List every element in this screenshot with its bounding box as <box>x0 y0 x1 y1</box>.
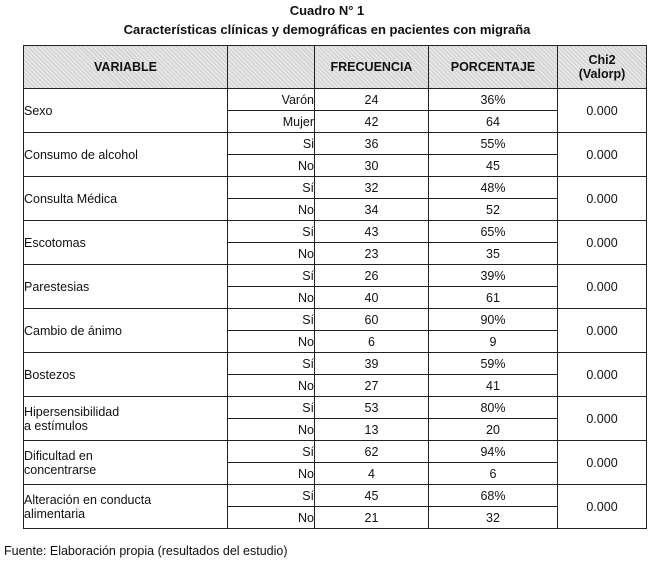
chi2-cell: 0.000 <box>558 441 647 485</box>
variable-cell <box>24 441 228 485</box>
variable-label: a estímulos <box>24 418 88 433</box>
frequency-cell: 6 <box>315 331 429 353</box>
percentage-cell: 64 <box>429 111 558 133</box>
chi2-cell: 0.000 <box>558 89 647 133</box>
percentage-cell: 90% <box>429 309 558 331</box>
table-row <box>24 89 647 111</box>
table-subtitle: Características clínicas y demográficas en pacientes con migraña <box>123 22 531 37</box>
variable-cell <box>24 485 228 529</box>
frequency-cell: 53 <box>315 397 429 419</box>
percentage-cell: 48% <box>429 177 558 199</box>
frequency-cell: 34 <box>315 199 429 221</box>
variable-cell <box>24 397 228 441</box>
category-cell: Varón <box>228 89 315 111</box>
category-cell: Sí <box>228 353 315 375</box>
category-cell: Sí <box>228 309 315 331</box>
chi2-cell: 0.000 <box>558 265 647 309</box>
table-title: Cuadro N° 1 <box>289 3 365 18</box>
chi2-cell: 0.000 <box>558 485 647 529</box>
header-category <box>228 46 315 89</box>
percentage-cell: 6 <box>429 463 558 485</box>
table-body <box>24 89 647 529</box>
table-row <box>24 485 647 507</box>
frequency-cell: 21 <box>315 507 429 529</box>
table-row <box>24 265 647 287</box>
frequency-cell: 24 <box>315 89 429 111</box>
frequency-cell: 36 <box>315 133 429 155</box>
frequency-cell: 60 <box>315 309 429 331</box>
chi2-cell: 0.000 <box>558 221 647 265</box>
variable-label: Hipersensibilidad <box>24 404 120 419</box>
percentage-cell: 65% <box>429 221 558 243</box>
category-cell: Si <box>228 133 315 155</box>
frequency-cell: 30 <box>315 155 429 177</box>
table-row <box>24 397 647 419</box>
frequency-cell: 42 <box>315 111 429 133</box>
category-cell: Sí <box>228 441 315 463</box>
frequency-cell: 26 <box>315 265 429 287</box>
frequency-cell: 32 <box>315 177 429 199</box>
frequency-cell: 27 <box>315 375 429 397</box>
variable-cell: Consumo de alcohol <box>24 133 228 177</box>
percentage-cell: 39% <box>429 265 558 287</box>
source-note: Fuente: Elaboración propia (resultados del estudio) <box>4 544 288 558</box>
category-cell: Sí <box>228 265 315 287</box>
variable-cell: Sexo <box>24 89 228 133</box>
header-chi2 <box>558 46 647 89</box>
category-cell: No <box>228 507 315 529</box>
variable-label: Alteración en conducta <box>24 492 152 507</box>
frequency-cell: 39 <box>315 353 429 375</box>
frequency-cell: 23 <box>315 243 429 265</box>
table-row <box>24 221 647 243</box>
category-cell: No <box>228 375 315 397</box>
header-frequency: FRECUENCIA <box>315 46 429 89</box>
percentage-cell: 20 <box>429 419 558 441</box>
frequency-cell: 40 <box>315 287 429 309</box>
category-cell: No <box>228 155 315 177</box>
category-cell: No <box>228 331 315 353</box>
table-row <box>24 309 647 331</box>
category-cell: Sí <box>228 221 315 243</box>
percentage-cell: 52 <box>429 199 558 221</box>
category-cell: Sí <box>228 485 315 507</box>
category-cell: No <box>228 243 315 265</box>
percentage-cell: 80% <box>429 397 558 419</box>
variable-label: alimentaria <box>24 506 86 521</box>
variable-cell: Bostezos <box>24 353 228 397</box>
category-cell: No <box>228 463 315 485</box>
category-cell: No <box>228 287 315 309</box>
chi2-cell: 0.000 <box>558 309 647 353</box>
category-cell: No <box>228 199 315 221</box>
category-cell: Mujer <box>228 111 315 133</box>
chi2-cell: 0.000 <box>558 397 647 441</box>
header-chi2-sublabel: (Valorp) <box>578 67 626 81</box>
variable-cell: Parestesias <box>24 265 228 309</box>
percentage-cell: 9 <box>429 331 558 353</box>
percentage-cell: 32 <box>429 507 558 529</box>
table-header-row <box>24 46 647 89</box>
header-percentage: PORCENTAJE <box>429 46 558 89</box>
table-row <box>24 441 647 463</box>
percentage-cell: 45 <box>429 155 558 177</box>
clinical-characteristics-table <box>23 45 647 529</box>
category-cell: Sí <box>228 397 315 419</box>
variable-cell: Escotomas <box>24 221 228 265</box>
table-row <box>24 353 647 375</box>
header-variable: VARIABLE <box>24 46 228 89</box>
percentage-cell: 41 <box>429 375 558 397</box>
percentage-cell: 68% <box>429 485 558 507</box>
frequency-cell: 45 <box>315 485 429 507</box>
frequency-cell: 43 <box>315 221 429 243</box>
category-cell: Sí <box>228 177 315 199</box>
table-row <box>24 133 647 155</box>
percentage-cell: 55% <box>429 133 558 155</box>
chi2-cell: 0.000 <box>558 133 647 177</box>
table-row <box>24 177 647 199</box>
variable-cell: Cambio de ánimo <box>24 309 228 353</box>
variable-cell: Consulta Médica <box>24 177 228 221</box>
frequency-cell: 13 <box>315 419 429 441</box>
header-chi2-label: Chi2 <box>588 53 616 67</box>
chi2-cell: 0.000 <box>558 353 647 397</box>
variable-label: concentrarse <box>24 462 97 477</box>
frequency-cell: 4 <box>315 463 429 485</box>
variable-label: Dificultad en <box>24 448 93 463</box>
percentage-cell: 94% <box>429 441 558 463</box>
frequency-cell: 62 <box>315 441 429 463</box>
category-cell: No <box>228 419 315 441</box>
percentage-cell: 59% <box>429 353 558 375</box>
percentage-cell: 35 <box>429 243 558 265</box>
percentage-cell: 61 <box>429 287 558 309</box>
chi2-cell: 0.000 <box>558 177 647 221</box>
percentage-cell: 36% <box>429 89 558 111</box>
